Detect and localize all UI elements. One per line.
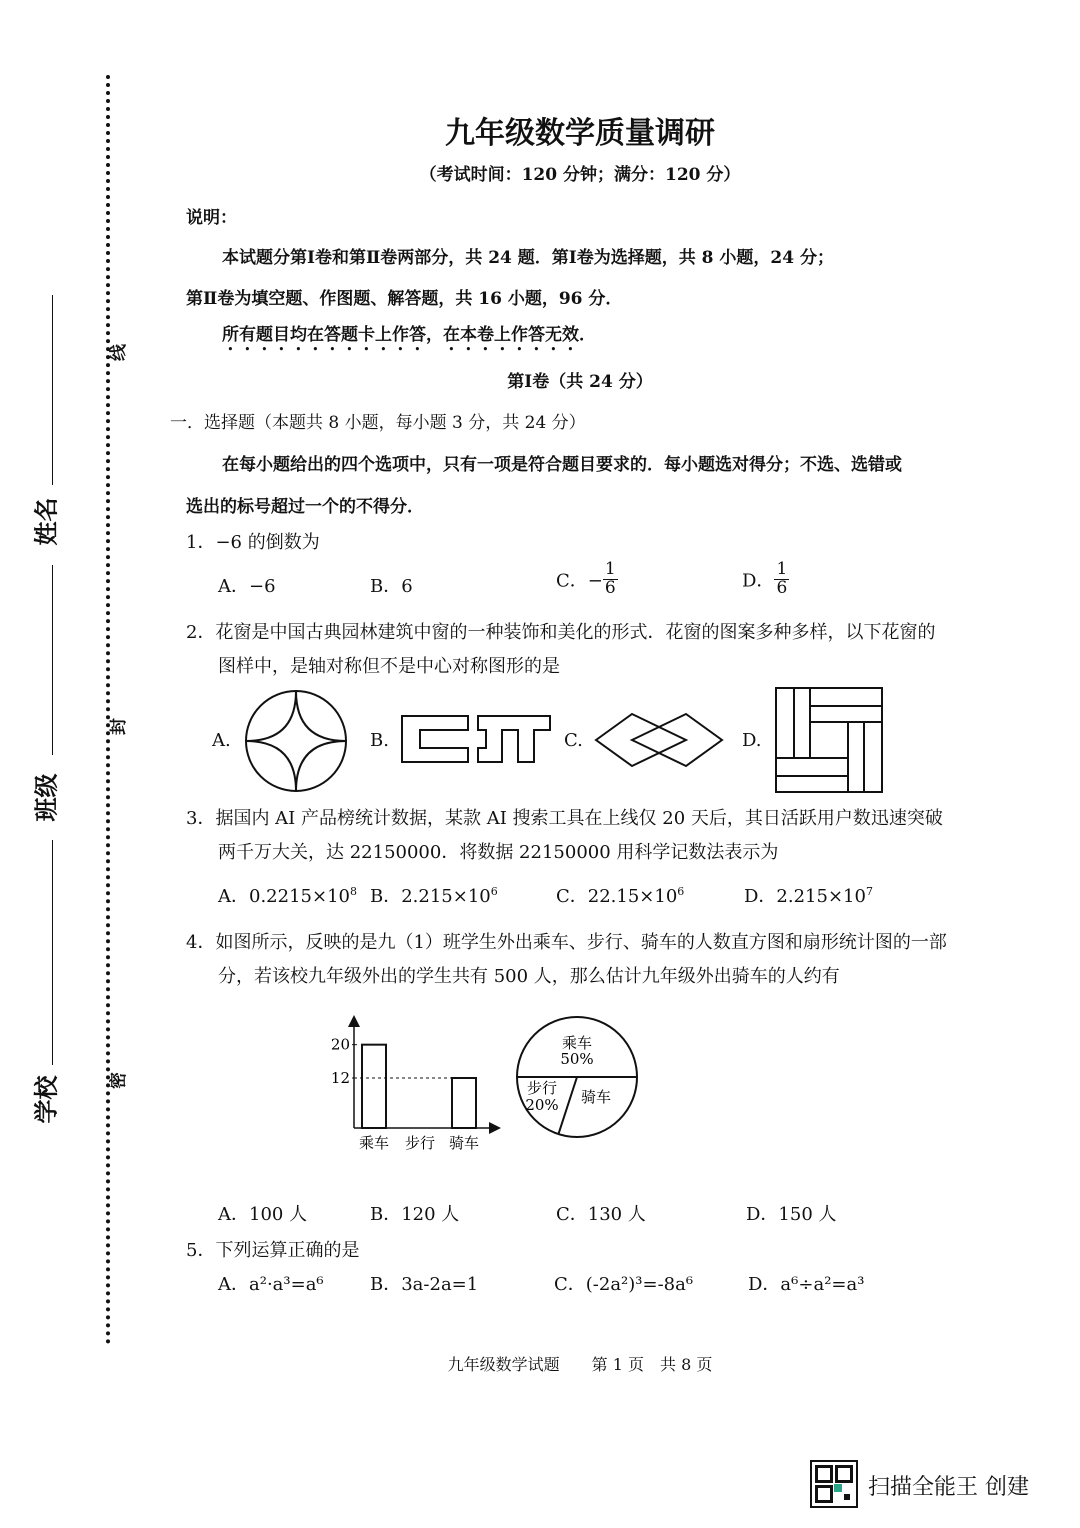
bar-category-label: 乘车 <box>358 1134 390 1152</box>
q2-option-b[interactable]: B. <box>370 730 389 751</box>
q1-c-prefix: C．− <box>556 570 603 592</box>
class-write-line[interactable] <box>52 565 53 755</box>
q1-option-a[interactable]: A．−6 <box>218 576 276 597</box>
q3-a-base: A．0.2215×10 <box>218 886 350 907</box>
q1-option-b[interactable]: B．6 <box>370 576 413 597</box>
school-label: 学校 <box>32 1075 61 1124</box>
instructions-line1: 在每小题给出的四个选项中，只有一项是符合题目要求的．每小题选对得分；不选、选错或 <box>222 455 902 475</box>
school-write-line[interactable] <box>52 840 53 1065</box>
pie-divider-walk-bike <box>558 1077 577 1134</box>
intro-line3: 所有题目均在答题卡上作答，在本卷上作答无效． <box>222 325 596 345</box>
bar-ytick-label: 20 <box>330 1035 350 1054</box>
q3-c-exp: 6 <box>677 885 685 898</box>
q3-a-exp: 8 <box>349 885 357 898</box>
qr-code-icon <box>810 1460 858 1508</box>
page-title: 九年级数学质量调研 <box>445 116 715 151</box>
q4-option-c[interactable]: C．130 人 <box>556 1204 646 1225</box>
pie-label-bus: 乘车 <box>561 1034 593 1052</box>
q3-option-d[interactable] <box>744 882 873 908</box>
q4-stem-line2: 分，若该校九年级外出的学生共有 500 人，那么估计九年级外出骑车的人约有 <box>218 966 840 987</box>
bar-ytick-label: 12 <box>330 1069 350 1087</box>
part1-title: 第Ⅰ卷（共 24 分） <box>507 372 653 392</box>
q4-bar-chart <box>326 1012 506 1152</box>
q4-option-b[interactable]: B．120 人 <box>370 1204 460 1225</box>
seal-char-feng: 封 <box>109 718 129 735</box>
q5-stem: 5．下列运算正确的是 <box>186 1240 360 1261</box>
q1-d-fraction <box>774 561 789 598</box>
q3-stem-line2: 两千万大关，达 22150000．将数据 22150000 用科学记数法表示为 <box>218 842 779 863</box>
q3-option-b[interactable] <box>370 882 498 908</box>
q2-option-d[interactable]: D. <box>742 730 762 751</box>
pie-percent-walk: 20% <box>525 1096 559 1114</box>
pie-percent-bus: 50% <box>560 1050 594 1068</box>
page-footer: 九年级数学试题 第 1 页 共 8 页 <box>447 1355 713 1374</box>
q2-option-a[interactable]: A. <box>212 730 231 751</box>
binding-dotted-line <box>106 75 110 1345</box>
q1-d-den: 6 <box>776 577 788 598</box>
scanner-watermark: 扫描全能王 创建 <box>868 1475 1029 1500</box>
q4-option-d[interactable]: D．150 人 <box>746 1204 837 1225</box>
q5-option-b[interactable]: B．3a-2a=1 <box>370 1274 479 1295</box>
intro-line2: 第Ⅱ卷为填空题、作图题、解答题，共 16 小题，96 分． <box>186 289 623 309</box>
q3-b-base: B．2.215×10 <box>370 886 491 907</box>
q3-d-exp: 7 <box>865 885 873 898</box>
pie-label-walk: 步行 <box>526 1079 558 1097</box>
instructions-line2: 选出的标号超过一个的不得分． <box>186 497 424 517</box>
q3-b-exp: 6 <box>490 885 498 898</box>
q2-figure-a <box>242 687 350 795</box>
q2-stem-line2: 图样中，是轴对称但不是中心对称图形的是 <box>218 656 560 677</box>
q2-figure-c <box>592 710 726 770</box>
q5-option-a[interactable]: A．a²·a³=a⁶ <box>218 1274 324 1295</box>
q2-figure-d <box>774 686 886 794</box>
exam-subtitle: （考试时间：120 分钟；满分：120 分） <box>419 165 741 185</box>
q3-option-c[interactable] <box>556 882 684 908</box>
class-label: 班级 <box>32 773 61 822</box>
q3-option-a[interactable] <box>218 882 357 908</box>
intro-heading: 说明： <box>186 208 237 228</box>
q4-option-a[interactable]: A．100 人 <box>218 1204 308 1225</box>
q3-d-base: D．2.215×10 <box>744 886 866 907</box>
bar-category-label: 步行 <box>404 1134 436 1152</box>
seal-char-mi: 密 <box>109 1072 129 1089</box>
q1-stem: 1．−6 的倒数为 <box>186 532 320 553</box>
q5-option-c[interactable]: C．(-2a²)³=-8a⁶ <box>554 1274 694 1295</box>
q4-pie-chart <box>512 1012 642 1142</box>
q2-figure-b <box>398 712 554 766</box>
section-heading: 一．选择题（本题共 8 小题，每小题 3 分，共 24 分） <box>170 413 586 433</box>
q1-option-d[interactable] <box>742 561 789 598</box>
q4-stem-line1: 4．如图所示，反映的是九（1）班学生外出乘车、步行、骑车的人数直方图和扇形统计图的一部 <box>186 932 947 953</box>
bar-category-label: 骑车 <box>448 1134 480 1152</box>
q1-d-num: 1 <box>776 559 788 579</box>
q1-option-c[interactable] <box>556 561 618 598</box>
pie-label-bike: 骑车 <box>580 1088 612 1106</box>
seal-char-line: 线 <box>109 344 129 361</box>
bar-骑车 <box>452 1078 476 1128</box>
q1-d-prefix: D． <box>742 570 775 592</box>
q2-stem-line1: 2．花窗是中国古典园林建筑中窗的一种装饰和美化的形式．花窗的图案多种多样，以下花窗的 <box>186 622 936 643</box>
q2-option-c[interactable]: C. <box>564 730 583 751</box>
intro-line1: 本试题分第Ⅰ卷和第Ⅱ卷两部分，共 24 题．第Ⅰ卷为选择题，共 8 小题，24 分； <box>222 248 834 268</box>
q1-c-num: 1 <box>604 559 616 579</box>
q3-stem-line1: 3．据国内 AI 产品榜统计数据，某款 AI 搜索工具在上线仅 20 天后，其日活跃用户数迅速突破 <box>186 808 943 829</box>
q3-c-base: C．22.15×10 <box>556 886 678 907</box>
bar-乘车 <box>362 1045 386 1128</box>
q1-c-den: 6 <box>604 577 616 598</box>
q5-option-d[interactable]: D．a⁶÷a²=a³ <box>748 1274 865 1295</box>
name-label: 姓名 <box>32 497 61 546</box>
q1-c-fraction <box>603 561 618 598</box>
